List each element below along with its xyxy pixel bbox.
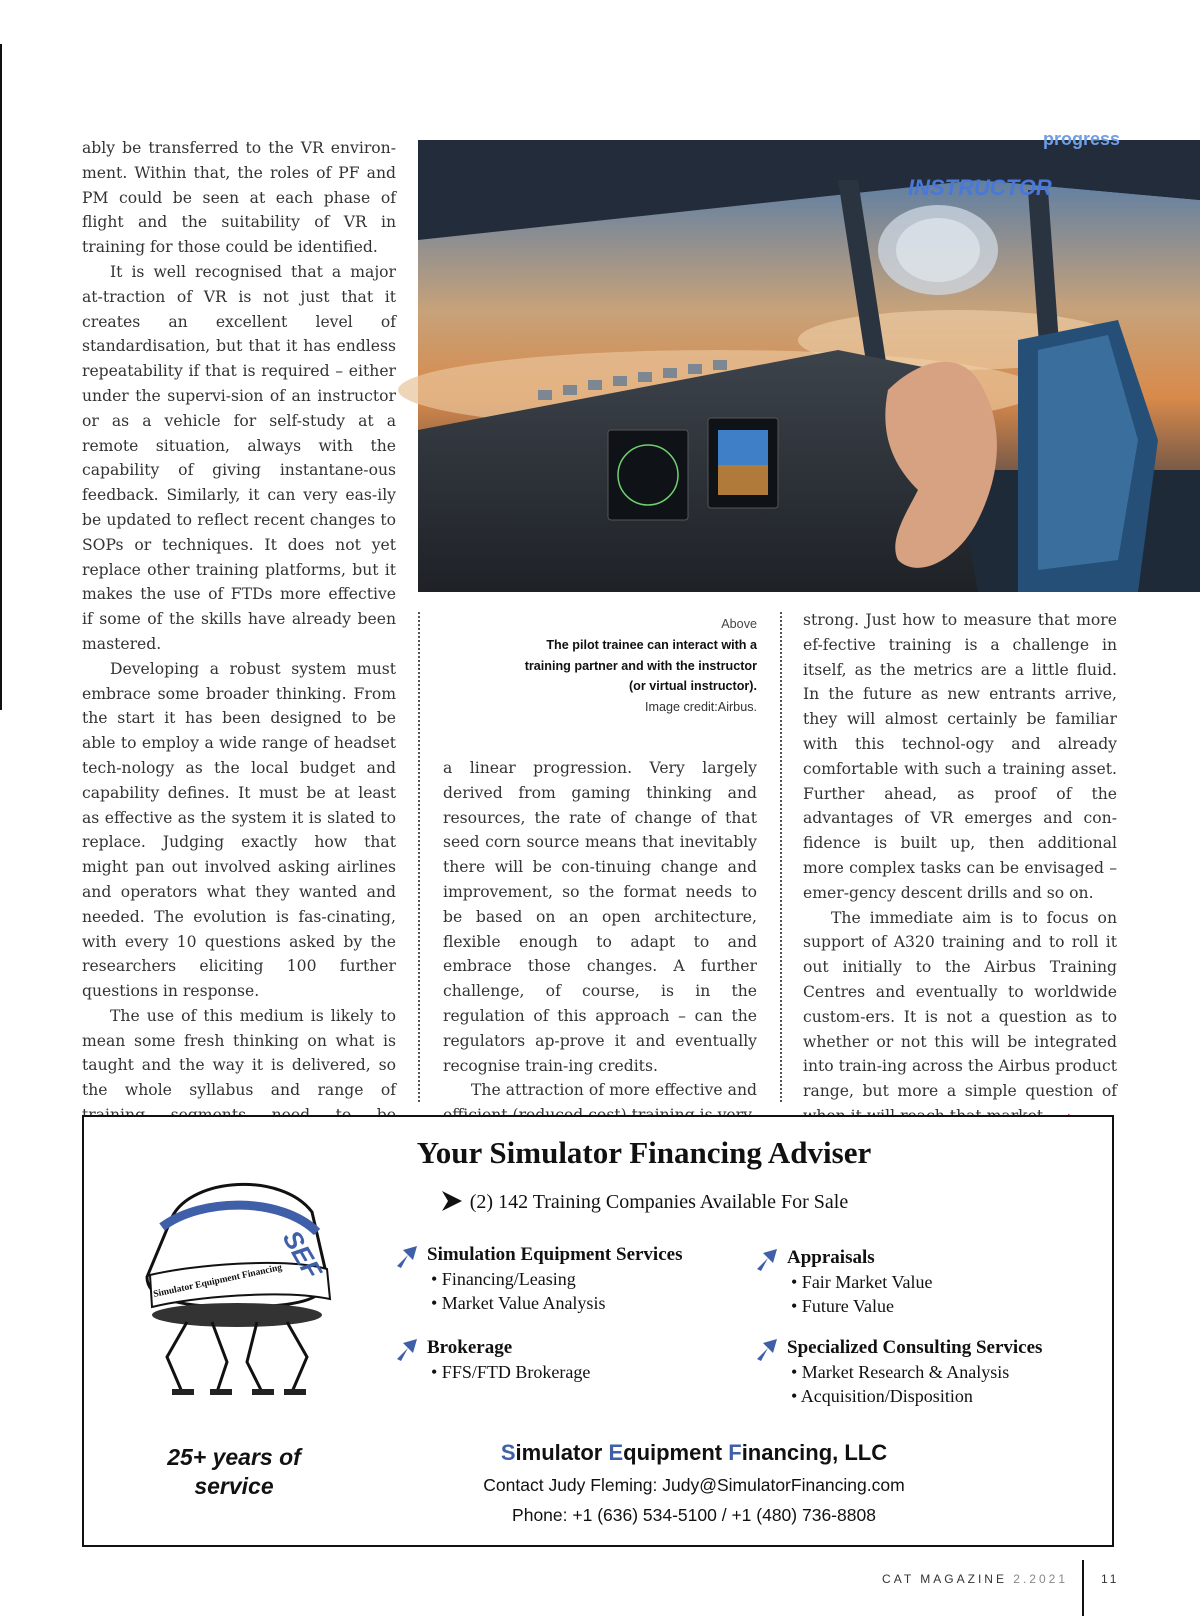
logo-letters: SEF bbox=[276, 1225, 329, 1284]
paragraph bbox=[803, 906, 1117, 1131]
left-edge-rule bbox=[0, 44, 2, 710]
company-word: quipment bbox=[623, 1440, 729, 1465]
company-word: inancing, LLC bbox=[741, 1440, 888, 1465]
service-heading: Brokerage bbox=[427, 1337, 513, 1358]
column-divider bbox=[780, 612, 782, 1102]
arrow-up-right-icon bbox=[393, 1244, 419, 1270]
company-initial: S bbox=[500, 1440, 516, 1465]
column-divider bbox=[418, 612, 420, 1102]
caption-credit: Image credit:Airbus. bbox=[645, 700, 757, 715]
ad-subtitle bbox=[384, 1189, 904, 1214]
service-heading: Specialized Consulting Services bbox=[787, 1337, 1043, 1358]
ad-title: Your Simulator Financing Adviser bbox=[416, 1135, 872, 1170]
paragraph: ably be transferred to the VR environ-ment. Within that, the roles of PF and PM could be seen at each phase of flight and the suitability of VR in training for those could be identified. bbox=[82, 139, 396, 257]
instructor-label: INSTRUCTOR bbox=[908, 175, 1052, 200]
company-initial: F bbox=[728, 1440, 742, 1465]
company-word: imulator bbox=[515, 1440, 609, 1465]
caption-label: Above bbox=[721, 617, 757, 631]
service-item: • Acquisition/Disposition bbox=[791, 1386, 973, 1406]
corner-text: progress bbox=[1043, 129, 1121, 149]
phone-line: Phone: +1 (636) 534-5100 / +1 (480) 736-8808 bbox=[512, 1505, 876, 1525]
service-heading: Appraisals bbox=[787, 1247, 875, 1268]
issue-number: 2.2021 bbox=[1013, 1572, 1068, 1586]
service-heading: Simulation Equipment Services bbox=[427, 1244, 683, 1265]
caption-line: training partner and with the instructor bbox=[524, 658, 757, 673]
service-block bbox=[427, 1335, 590, 1384]
paragraph: Developing a robust system must embrace some broader thinking. From the start it has been designed to be able to employ a wide range of headset tech-nology as the local budget and capability defines. It must be at least as effective as the system it is slated to replace. Judging exactly how that might pan out involved asking airlines and operators what they wanted and needed. The evolution is fas-cinating, with every 10 questions asked by the researchers eliciting 100 further questions in response. bbox=[82, 659, 396, 1001]
advertisement-box bbox=[82, 1115, 1114, 1547]
arrow-up-right-icon bbox=[753, 1337, 779, 1363]
service-block bbox=[787, 1335, 1042, 1408]
company-initial: E bbox=[608, 1440, 624, 1465]
service-item: • Fair Market Value bbox=[791, 1272, 933, 1292]
paragraph-text: The immediate aim is to focus on support of A320 training and to roll it out initially to the Airbus Training Centres and eventually to worldwide custom-ers. It is not a question as to whether or not this will be integrated into train-ing across the Airbus product range, but more a simple question of bbox=[803, 908, 1117, 1101]
caption-line: (or virtual instructor). bbox=[628, 679, 757, 694]
article-column-3 bbox=[803, 608, 1117, 1131]
service-item: • Financing/Leasing bbox=[431, 1269, 576, 1289]
years-of-service: 25+ years of service bbox=[167, 1444, 301, 1499]
cockpit-illustration bbox=[418, 129, 1200, 592]
service-item: • FFS/FTD Brokerage bbox=[431, 1362, 591, 1382]
contact-line: Contact Judy Fleming: Judy@SimulatorFinancing.com bbox=[483, 1475, 905, 1495]
service-item: • Future Value bbox=[791, 1296, 894, 1316]
paragraph: The attraction of more effective and bbox=[471, 1081, 757, 1100]
cockpit-vr-photo bbox=[418, 129, 1200, 592]
service-item: • Market Value Analysis bbox=[431, 1293, 606, 1313]
service-item: • Market Research & Analysis bbox=[791, 1362, 1010, 1382]
footer-masthead bbox=[882, 1572, 1068, 1586]
paragraph: It is well recognised that a major at-traction of VR is not just that it creates an excellent level of standardisation, but that it has endless repeatability if that is required – either under the supervi-sion of an instructor or as a vehicle for self-study at a remote situation, always with the capability of giving instantane-ous feedback. Similarly, it can very eas-ily be updated to reflect recent changes to SOPs or techniques. It does not yet replace other training platforms, but it makes the use of FTDs more effective if some of the skills have already been mastered. bbox=[82, 262, 396, 653]
article-column-1 bbox=[82, 136, 396, 1177]
paragraph: The use of this medium is likely to mean some fresh thinking on what is taught and the way it is delivered, so the whole syllabus and range of bbox=[82, 1006, 396, 1100]
footer-divider bbox=[1082, 1560, 1084, 1616]
magazine-name: CAT MAGAZINE bbox=[882, 1572, 1007, 1586]
service-block bbox=[427, 1242, 682, 1315]
logo-band-text: Simulator Equipment Financing bbox=[152, 1262, 284, 1300]
photo-caption bbox=[440, 614, 757, 718]
paragraph: strong. Just how to measure that more ef-fective training is a challenge in itself, as the metrics are a little fluid. In the future as new entrants arrive, they will almost certainly be familiar with this technol-ogy and already comfortable with such a training asset. Further ahead, as proof of the advantages of VR emerges and con-fidence is built up, then additional more complex tasks can be envisaged – emer-gency descent drills and so on. bbox=[803, 611, 1117, 902]
simulator-logo bbox=[132, 1157, 342, 1407]
ad-subtitle-text: (2) 142 Training Companies Available For Sale bbox=[469, 1191, 849, 1213]
company-name bbox=[384, 1440, 1004, 1466]
arrow-up-right-icon bbox=[753, 1247, 779, 1273]
pointer-arrow-icon bbox=[440, 1189, 464, 1213]
paragraph: a linear progression. Very largely derived from gaming thinking and resources, the rate of change of that seed corn source means that inevitably there will be con-tinuing change and improvement, so the format needs to be based on an open architecture, flexible enough to adapt to and embrace those changes. A further challenge, of course, is in the regulation of this approach – can the regulators ap-prove it and eventually recognise train-ing credits. bbox=[443, 759, 757, 1075]
service-block bbox=[787, 1245, 932, 1318]
page-number: 11 bbox=[1101, 1572, 1120, 1586]
arrow-up-right-icon bbox=[393, 1337, 419, 1363]
caption-line: The pilot trainee can interact with a bbox=[546, 637, 757, 652]
article-column-2 bbox=[443, 756, 757, 1128]
